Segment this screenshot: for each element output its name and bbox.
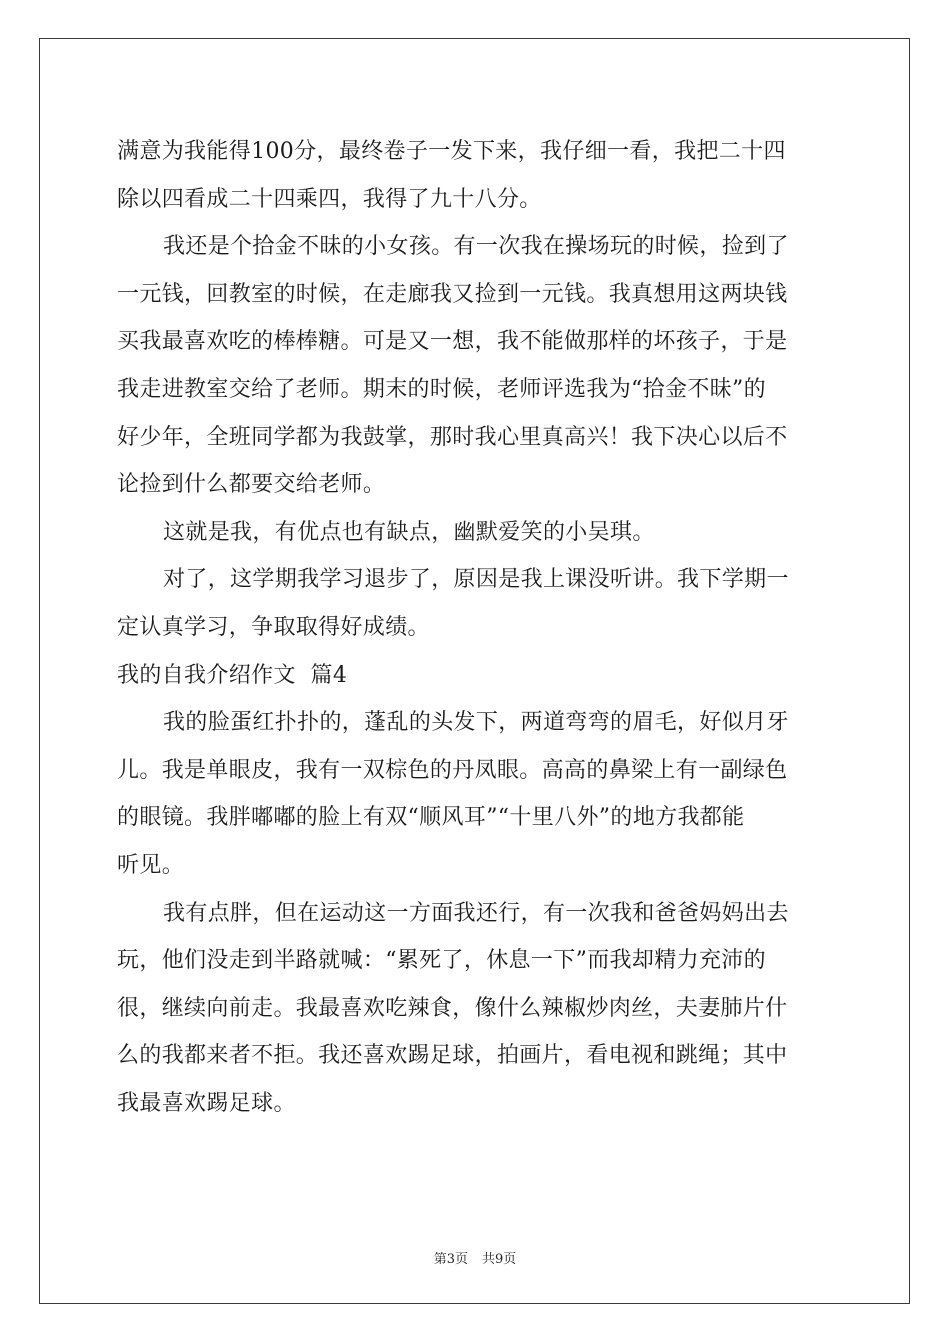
text-line: 的眼镜。我胖嘟嘟的脸上有双“顺风耳”“十里八外”的地方我都能 (117, 805, 745, 831)
page-number: 第3页 (433, 1252, 468, 1267)
paragraph-start-line: 我有点胖，但在运动这一方面我还行，有一次我和爸爸妈妈出去 (163, 900, 789, 926)
section-heading: 我的自我介绍作文 篇4 (117, 662, 348, 688)
paragraph-start-line: 对了，这学期我学习退步了，原因是我上课没听讲。我下学期一 (163, 567, 789, 593)
text-line: 么的我都来者不拒。我还喜欢踢足球，拍画片，看电视和跳绳；其中 (117, 1043, 788, 1069)
text-line: 买我最喜欢吃的棒棒糖。可是又一想，我不能做那样的坏孩子，于是 (117, 329, 788, 355)
paragraph-start-line: 我的脸蛋红扑扑的，蓬乱的头发下，两道弯弯的眉毛，好似月牙 (163, 710, 789, 736)
page-total: 共9页 (482, 1252, 517, 1267)
text-line: 儿。我是单眼皮，我有一双棕色的丹凤眼。高高的鼻梁上有一副绿色 (117, 757, 788, 783)
text-line: 听见。 (117, 852, 185, 878)
text-line: 论捡到什么都要交给老师。 (117, 472, 386, 498)
paragraph-start-line: 这就是我，有优点也有缺点，幽默爱笑的小吴琪。 (163, 519, 655, 545)
page-footer (0, 1248, 950, 1267)
text-line: 我走进教室交给了老师。期末的时候，老师评选我为“拾金不昧”的 (117, 376, 766, 402)
text-line: 除以四看成二十四乘四，我得了九十八分。 (117, 186, 542, 212)
text-line: 很，继续向前走。我最喜欢吃辣食，像什么辣椒炒肉丝，夫妻肺片什 (117, 995, 788, 1021)
text-line: 一元钱，回教室的时候，在走廊我又捡到一元钱。我真想用这两块钱 (117, 281, 788, 307)
text-line: 玩，他们没走到半路就喊：“累死了，休息一下”而我却精力充沛的 (117, 948, 766, 974)
document-body (117, 128, 835, 1127)
text-line: 好少年，全班同学都为我鼓掌，那时我心里真高兴！我下决心以后不 (117, 424, 788, 450)
text-line: 我最喜欢踢足球。 (117, 1090, 296, 1116)
paragraph-start-line: 我还是个拾金不昧的小女孩。有一次我在操场玩的时候，捡到了 (163, 234, 789, 260)
text-line: 满意为我能得100分，最终卷子一发下来，我仔细一看，我把二十四 (117, 139, 786, 164)
text-line: 定认真学习，争取取得好成绩。 (117, 614, 430, 640)
